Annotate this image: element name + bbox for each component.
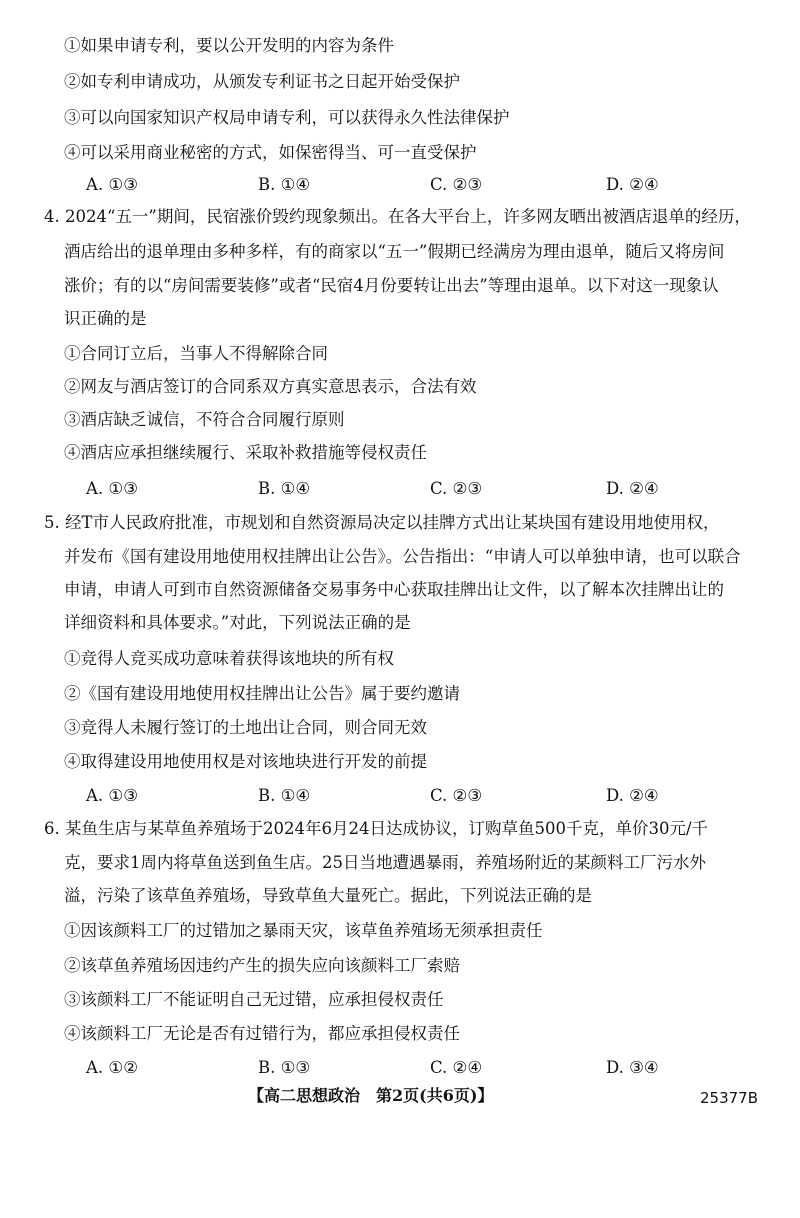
q5-stem-line-1: 5. 经T市人民政府批准，市规划和自然资源局决定以挂牌方式出让某块国有建设用地使用权， — [44, 513, 720, 532]
q6-option-b: B. ①③ — [258, 1058, 311, 1077]
q4-statement-3: ③酒店缺乏诚信，不符合合同履行原则 — [64, 410, 345, 429]
q6-option-c: C. ②④ — [430, 1058, 483, 1077]
q5-option-b: B. ①④ — [258, 786, 311, 805]
q4-option-d: D. ②④ — [606, 479, 659, 498]
page-footer-code: 25377B — [700, 1089, 759, 1107]
q4-option-a: A. ①③ — [86, 479, 138, 498]
q5-option-a: A. ①③ — [86, 786, 138, 805]
q3-option-d: D. ②④ — [606, 175, 659, 194]
q6-statement-4: ④该颜料工厂无论是否有过错行为，都应承担侵权责任 — [64, 1024, 460, 1043]
q4-statement-2: ②网友与酒店签订的合同系双方真实意思表示，合法有效 — [64, 377, 477, 396]
q3-statement-4: ④可以采用商业秘密的方式，如保密得当、可一直受保护 — [64, 143, 477, 162]
q4-statement-1: ①合同订立后，当事人不得解除合同 — [64, 344, 328, 363]
q4-option-c: C. ②③ — [430, 479, 483, 498]
q6-stem-line-2: 克，要求1周内将草鱼送到鱼生店。25日当地遭遇暴雨，养殖场附近的某颜料工厂污水外 — [64, 853, 706, 872]
q5-stem-line-3: 申请，申请人可到市自然资源储备交易事务中心获取挂牌出让文件，以了解本次挂牌出让的 — [64, 580, 724, 599]
q4-option-b: B. ①④ — [258, 479, 311, 498]
q6-statement-1: ①因该颜料工厂的过错加之暴雨天灾，该草鱼养殖场无须承担责任 — [64, 921, 543, 940]
q6-statement-2: ②该草鱼养殖场因违约产生的损失应向该颜料工厂索赔 — [64, 956, 460, 975]
q5-statement-3: ③竞得人未履行签订的土地出让合同，则合同无效 — [64, 718, 427, 737]
q6-option-a: A. ①② — [86, 1058, 138, 1077]
q6-stem-line-1: 6. 某鱼生店与某草鱼养殖场于2024年6月24日达成协议，订购草鱼500千克，单价30元/千 — [44, 819, 709, 838]
q5-option-c: C. ②③ — [430, 786, 483, 805]
q6-statement-3: ③该颜料工厂不能证明自己无过错，应承担侵权责任 — [64, 990, 444, 1009]
q5-statement-1: ①竞得人竞买成功意味着获得该地块的所有权 — [64, 649, 394, 668]
q5-stem-line-2: 并发布《国有建设用地使用权挂牌出让公告》。公告指出：“申请人可以单独申请，也可以联合 — [64, 547, 741, 566]
q4-stem-line-3: 涨价；有的以“房间需要装修”或者“民宿4月份要转让出去”等理由退单。以下对这一现象认 — [64, 276, 719, 295]
q5-statement-2: ②《国有建设用地使用权挂牌出让公告》属于要约邀请 — [64, 684, 460, 703]
q4-stem-line-1: 4. 2024“五一”期间，民宿涨价毁约现象频出。在各大平台上，许多网友晒出被酒店退单的经历， — [44, 207, 751, 226]
q4-stem-line-4: 识正确的是 — [64, 309, 147, 328]
q3-option-a: A. ①③ — [86, 175, 138, 194]
q5-option-d: D. ②④ — [606, 786, 659, 805]
q6-stem-line-3: 溢，污染了该草鱼养殖场，导致草鱼大量死亡。据此，下列说法正确的是 — [64, 886, 592, 905]
q3-option-b: B. ①④ — [258, 175, 311, 194]
q6-option-d: D. ③④ — [606, 1058, 659, 1077]
q4-stem-line-2: 酒店给出的退单理由多种多样，有的商家以“五一”假期已经满房为理由退单，随后又将房间 — [64, 242, 725, 261]
q3-statement-2: ②如专利申请成功，从颁发专利证书之日起开始受保护 — [64, 72, 460, 91]
q4-statement-4: ④酒店应承担继续履行、采取补救措施等侵权责任 — [64, 443, 427, 462]
q3-option-c: C. ②③ — [430, 175, 483, 194]
page-footer-label: 【高二思想政治 第2页(共6页)】 — [248, 1086, 494, 1105]
q5-statement-4: ④取得建设用地使用权是对该地块进行开发的前提 — [64, 752, 427, 771]
q3-statement-3: ③可以向国家知识产权局申请专利，可以获得永久性法律保护 — [64, 108, 510, 127]
q3-statement-1: ①如果申请专利，要以公开发明的内容为条件 — [64, 36, 394, 55]
q5-stem-line-4: 详细资料和具体要求。”对此，下列说法正确的是 — [64, 613, 411, 632]
